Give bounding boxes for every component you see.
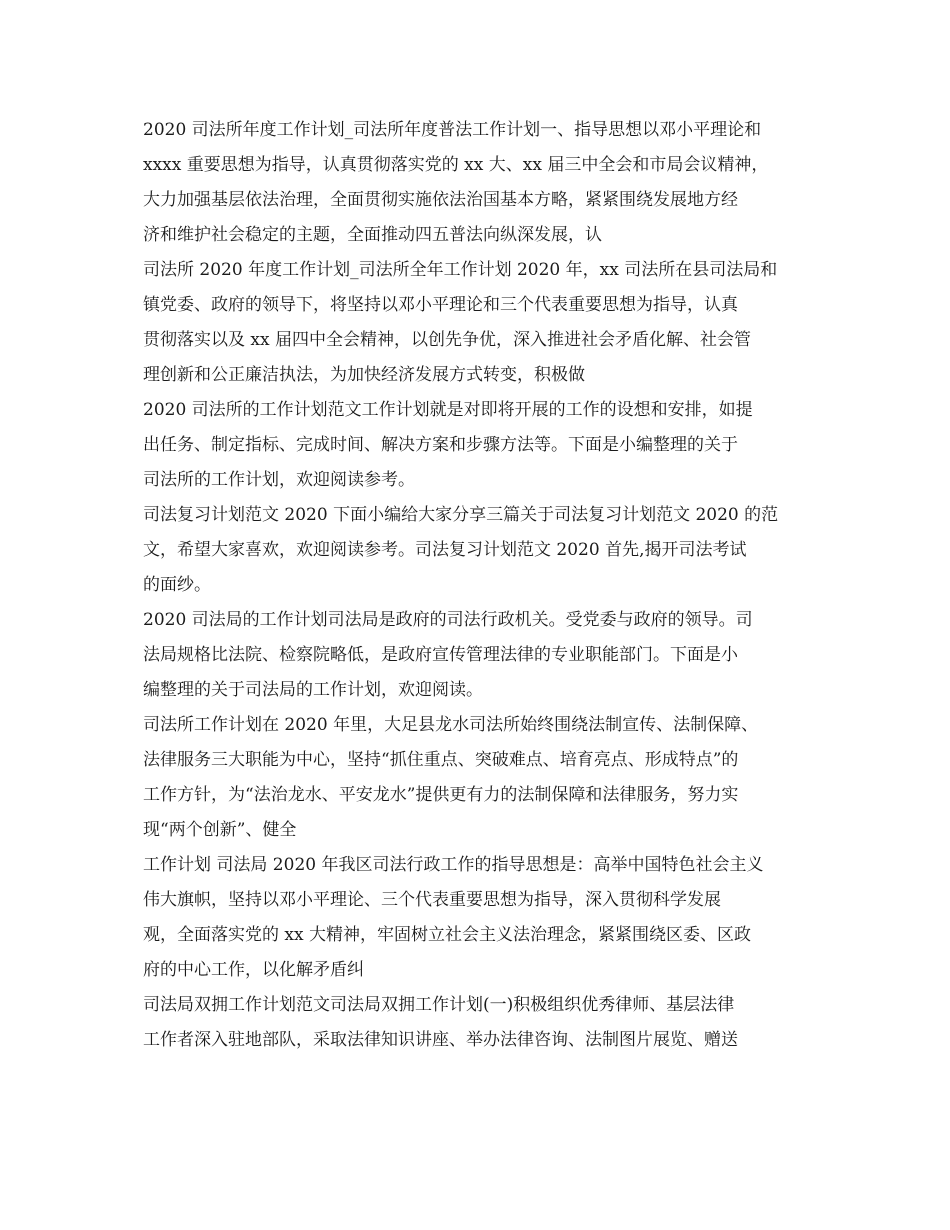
paragraph (143, 253, 811, 393)
text-line: 现“两个创新”、健全 (143, 820, 297, 840)
paragraph (143, 988, 811, 1058)
text-line: 法局规格比法院、检察院略低，是政府宣传管理法律的专业职能部门。下面是小 (143, 645, 738, 665)
text-line: 2020 司法所的工作计划范文工作计划就是对即将开展的工作的设想和安排，如提 (143, 400, 753, 420)
text-line: 工作计划 司法局 2020 年我区司法行政工作的指导思想是：高举中国特色社会主义 (143, 855, 764, 875)
paragraph (143, 603, 811, 708)
text-line: 2020 司法所年度工作计划_司法所年度普法工作计划一、指导思想以邓小平理论和 (143, 120, 762, 140)
text-line: 编整理的关于司法局的工作计划，欢迎阅读。 (143, 680, 483, 700)
text-line: 司法所的工作计划，欢迎阅读参考。 (143, 470, 415, 490)
text-line: 工作者深入驻地部队，采取法律知识讲座、举办法律咨询、法制图片展览、赠送 (143, 1030, 738, 1050)
text-line: 理创新和公正廉洁执法，为加快经济发展方式转变，积极做 (143, 365, 585, 385)
text-line: 文，希望大家喜欢，欢迎阅读参考。司法复习计划范文 2020 首先,揭开司法考试 (143, 540, 747, 560)
paragraph (143, 708, 811, 848)
text-line: 大力加强基层依法治理，全面贯彻实施依法治国基本方略，紧紧围绕发展地方经 (143, 190, 738, 210)
text-line: 司法复习计划范文 2020 下面小编给大家分享三篇关于司法复习计划范文 2020 的范 (143, 505, 779, 525)
text-line: 府的中心工作，以化解矛盾纠 (143, 960, 364, 980)
text-line: 伟大旗帜，坚持以邓小平理论、三个代表重要思想为指导，深入贯彻科学发展 (143, 890, 721, 910)
paragraph (143, 498, 811, 603)
paragraph (143, 848, 811, 988)
text-line: 工作方针，为“法治龙水、平安龙水”提供更有力的法制保障和法律服务，努力实 (143, 785, 739, 805)
text-line: xxxx 重要思想为指导，认真贯彻落实党的 xx 大、xx 届三中全会和市局会议精神， (143, 155, 769, 175)
text-line: 镇党委、政府的领导下，将坚持以邓小平理论和三个代表重要思想为指导，认真 (143, 295, 738, 315)
document-body (143, 113, 811, 1058)
text-line: 的面纱。 (143, 575, 211, 595)
text-line: 观，全面落实党的 xx 大精神，牢固树立社会主义法治理念，紧紧围绕区委、区政 (143, 925, 751, 945)
text-line: 济和维护社会稳定的主题，全面推动四五普法向纵深发展，认 (143, 225, 602, 245)
text-line: 法律服务三大职能为中心，坚持“抓住重点、突破难点、培育亮点、形成特点”的 (143, 750, 739, 770)
text-line: 司法所工作计划在 2020 年里，大足县龙水司法所始终围绕法制宣传、法制保障、 (143, 715, 759, 735)
text-line: 2020 司法局的工作计划司法局是政府的司法行政机关。受党委与政府的领导。司 (143, 610, 753, 630)
text-line: 司法所 2020 年度工作计划_司法所全年工作计划 2020 年，xx 司法所在县司法局和 (143, 260, 778, 280)
text-line: 出任务、制定指标、完成时间、解决方案和步骤方法等。下面是小编整理的关于 (143, 435, 738, 455)
paragraph (143, 393, 811, 498)
text-line: 司法局双拥工作计划范文司法局双拥工作计划(一)积极组织优秀律师、基层法律 (143, 995, 735, 1015)
paragraph (143, 113, 811, 253)
text-line: 贯彻落实以及 xx 届四中全会精神，以创先争优，深入推进社会矛盾化解、社会管 (143, 330, 751, 350)
